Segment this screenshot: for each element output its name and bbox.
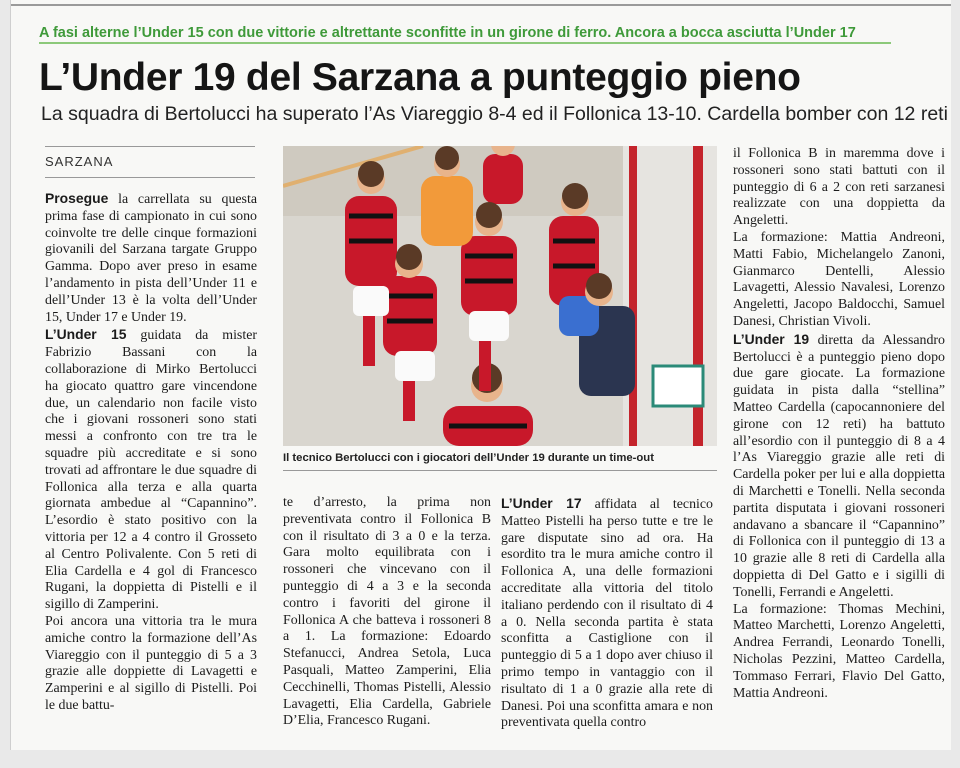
col2-p1: te d’arresto, la prima non preventivata contro il Follonica B con il risultato di 3 a 0 e la terza. Gara molto equilibrata con i rossoneri che vincevano con il punteggio di 4 a 3 e la seconda contro i favoriti del girone il Follonica A che batteva i rossoneri 8 a 1. La formazione: Edoardo Stefanucci, Andrea Setola, Luca Pasquali, Matteo Zamperini, Elia Cecchinelli, Thomas Pistelli, Alessio Lavagetti, Elia Cardella, Gabriele D’Elia, Francesco Rugani. <box>283 495 491 729</box>
col1-p3: Poi ancora una vittoria tra le mura amiche contro la formazione dell’As Viareggio con il punteggio di 5 a 3 grazie alle doppiette di Lavagetti e Zamperini e al sigillo di Pistelli. Poi le due battu- <box>45 613 257 713</box>
col4-p3: diretta da Alessandro Bertolucci è a punteggio pieno dopo due gare giocate. La formazione guidata in pista dalla “stellina” Matteo Cardella (capocannoniere del girone con 12 reti) ha battuto all’esordio con il punteggio di 8 a 4 l’As Viareggio grazie alle reti di Cardella poker per lui e alla doppietta di Marchetti e Tonelli. Nella seconda partita disputata i giovani rossoneri andavano a sbancare il “Capannino” di Follonica con il punteggio di 13 a 10 grazie alle 8 reti di Cardella alla doppietta di Del Gatto e i sigilli di Tonelli, Ferrandi e Angeletti. <box>733 332 945 600</box>
photo-caption: Il tecnico Bertolucci con i giocatori dell’Under 19 durante un time-out <box>283 452 717 471</box>
column-1 <box>45 190 257 715</box>
lead-under15: L’Under 15 <box>45 326 127 343</box>
column-2 <box>283 495 491 730</box>
col4-p4: La formazione: Thomas Mechini, Matteo Marchetti, Lorenzo Angeletti, Andrea Ferrandi, Leonardo Tonelli, Nicholas Pezzini, Matteo Cardella, Tommaso Ferrari, Flavio Del Gatto, Mattia Andreoni. <box>733 601 945 701</box>
column-3 <box>501 495 713 732</box>
dateline: SARZANA <box>45 146 255 178</box>
newspaper-page <box>10 0 951 750</box>
top-rule <box>11 4 951 6</box>
headline: L’Under 19 del Sarzana a punteggio pieno <box>39 56 801 99</box>
lead-under19: L’Under 19 <box>733 330 810 347</box>
team-photo-illustration <box>283 146 717 446</box>
column-4 <box>733 146 945 702</box>
col3-p1: affidata al tecnico Matteo Pistelli ha perso tutte e tre le gare disputate sino ad ora. Ha esordito tra le mura amiche contro il Follonica A, una delle formazioni accreditate alla vittoria del titolo italiano perdendo con il risultato di 4 a 0. Nella seconda partita è stata sconfitta a Castiglione con il punteggio di 5 a 1 dopo aver chiuso il primo tempo in vantaggio con il risultato di 1 a 0 grazie alla rete di Danesi. Poi una sconfitta amara e non preventivata quella contro <box>501 497 713 731</box>
col4-p2: La formazione: Mattia Andreoni, Matti Fabio, Michelangelo Zanoni, Gianmarco Dentelli, Alessio Lavagetti, Alessio Navalesi, Lorenzo Angeletti, Jacopo Baldocchi, Samuel Danesi, Christian Vivoli. <box>733 229 945 329</box>
subhead: La squadra di Bertolucci ha superato l’As Viareggio 8-4 ed il Follonica 13-10. Cardella bomber con 12 reti <box>41 103 948 125</box>
lead-under17: L’Under 17 <box>501 495 582 511</box>
lead-prosegue: Prosegue <box>45 190 109 206</box>
col4-p1: il Follonica B in maremma dove i rossoneri sono stati battuti con il punteggio di 6 a 2 con reti sarzanesi realizzate con una doppietta da Angeletti. <box>733 146 945 229</box>
col1-p1: la carrellata su questa prima fase di campionato in cui sono coinvolte tre delle cinque formazioni giovanili del Sarzana targate Gruppo Gamma. Dopo aver preso in esame l’andamento in pista dell’Under 11 e dell’Under 13 è la volta dell’Under 15, Under 17 e Under 19. <box>45 192 257 325</box>
kicker: A fasi alterne l’Under 15 con due vittorie e altrettante sconfitte in un girone di ferro. Ancora a bocca asciutta l’Under 17 <box>39 24 891 44</box>
col1-p2: guidata da mister Fabrizio Bassani con la collaborazione di Mirko Bertolucci ha giocato quattro gare vincendone due, un calendario non facile visto che i giovani rossoneri sono stati messi a confronto con tre tra le squadre più accreditate e si sono trovati ad affrontare le due squadre di Follonica alla terza e alla quarta giornata ambedue al “Capannino”. L’esordio è stato positivo con la vittoria per 12 a 4 contro il Grosseto al Centro Polivalente. Con 5 reti di Elia Cardella e 4 gol di Francesco Rugani, la doppietta di Pistelli e il sigillo di Zamperini. <box>45 328 257 613</box>
team-photo <box>283 146 717 446</box>
